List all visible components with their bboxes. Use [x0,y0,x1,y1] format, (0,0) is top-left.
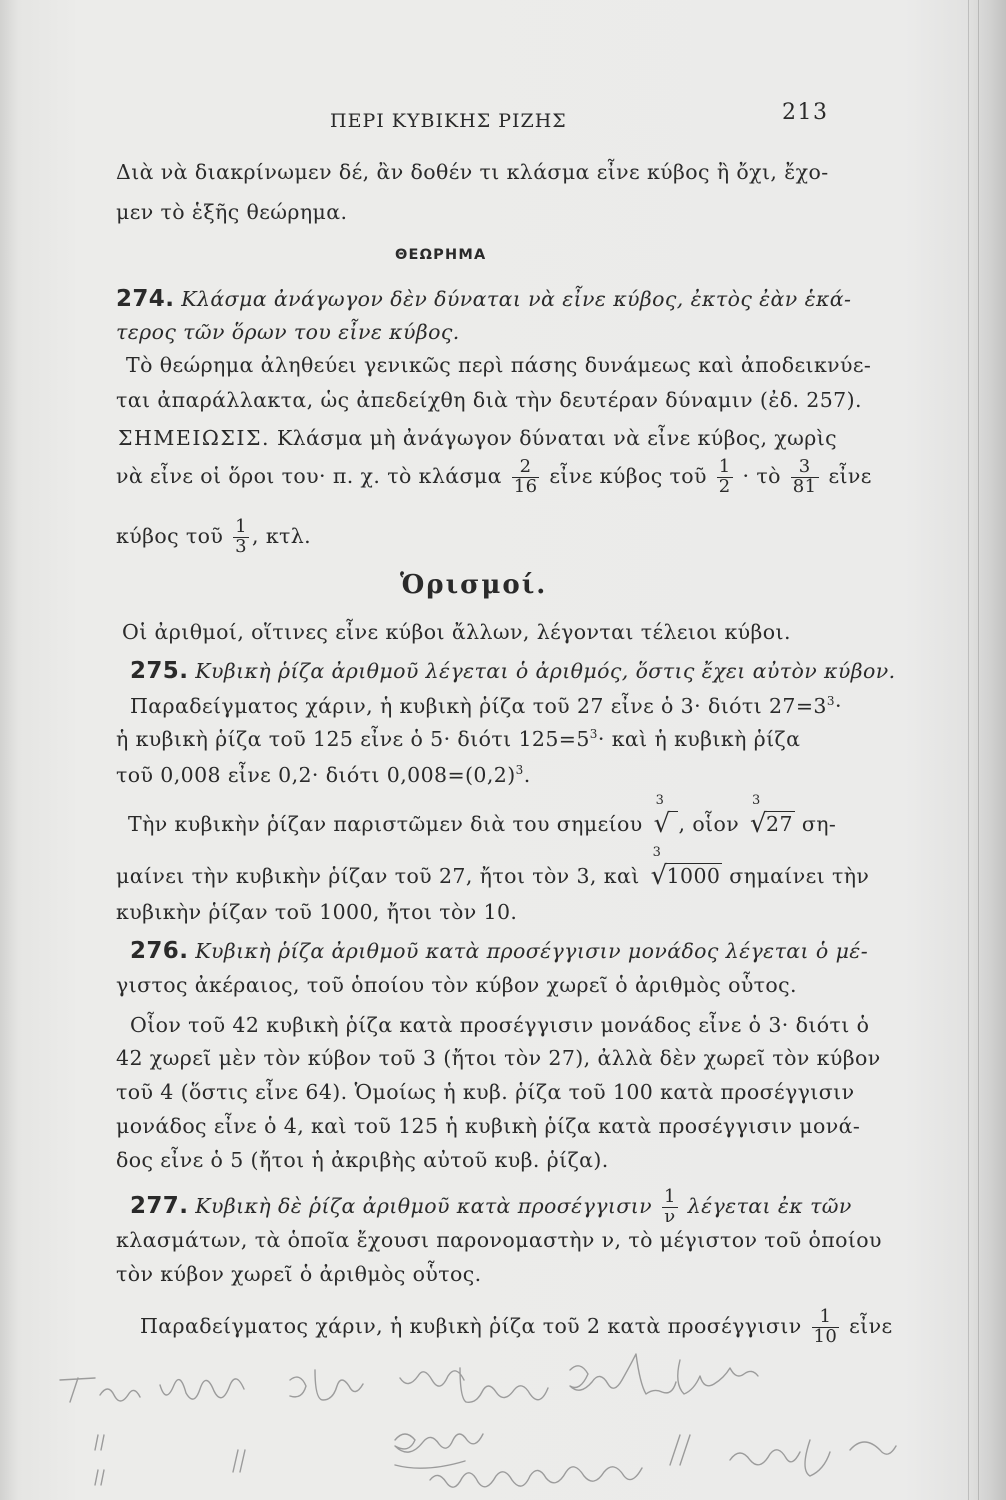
paragraph-276-line-1 [130,940,868,963]
paragraph-275-symbol-line-2 [116,845,870,891]
fraction [233,518,249,557]
definition-statement: λέγεται ἐκ τῶν [687,1193,852,1218]
page-edge-shadow [966,0,1006,1500]
note-line-1 [118,428,837,449]
root-index: 3 [652,845,662,860]
cube-root-1000 [650,845,723,891]
fraction-numerator: 1 [663,1186,676,1207]
example-text: , οἷον [678,812,740,836]
paragraph-277-line-2: κλασμάτων, τὰ ὁποῖα ἔχουσι παρονομαστὴν ν, τὸ μέγιστον τοῦ ὁποίου [116,1228,882,1252]
theorem-statement: Κλάσμα ἀνάγωγον δὲν δύναται νὰ εἶνε κύβος, ἐκτὸς ἐὰν ἑκά- [181,287,852,311]
page-edge-line [968,0,969,1500]
note-text: κύβος τοῦ [116,523,224,548]
proof-line-1: Τὸ θεώρημα ἀληθεύει γενικῶς περὶ πάσης δυνάμεως καὶ ἀποδεικνύε- [126,353,872,377]
fraction [717,458,733,497]
paragraph-number: 275. [130,658,189,684]
exponent: 3 [515,763,524,777]
definition-statement: Κυβικὴ ῥίζα ἀριθμοῦ κατὰ προσέγγισιν μονάδος λέγεται ὁ μέ- [195,939,869,963]
paragraph-274-line-2: τερος τῶν ὅρων του εἶνε κύβος. [116,320,460,344]
paragraph-275-line-1 [130,660,896,683]
paragraph-276-example-1: Οἷον τοῦ 42 κυβικὴ ῥίζα κατὰ προσέγγισιν μονάδος εἶνε ὁ 3· διότι ὁ [130,1013,870,1037]
example-text: ἡ κυβικὴ ῥίζα τοῦ 125 εἶνε ὁ 5· διότι 125=5 [116,726,590,751]
paragraph-274-line-1 [116,288,851,311]
note-line-2 [116,458,872,497]
paragraph-276-example-5: δος εἶνε ὁ 5 (ἤτοι ἡ ἀκριβὴς αὐτοῦ κυβ. ῥίζα). [116,1148,609,1172]
note-text: Κλάσμα μὴ ἀνάγωγον δύναται νὰ εἶνε κύβος, χωρὶς [276,426,838,450]
example-text: τοῦ 0,008 εἶνε 0,2· διότι 0,008=(0,2) [116,762,516,787]
example-text: Τὴν κυβικὴν ῥίζαν παριστῶμεν διὰ του σημείου [128,812,643,836]
example-text: μαίνει τὴν κυβικὴν ῥίζαν τοῦ 27, ἤτοι τὸν 3, καὶ [116,864,640,888]
fraction-denominator: ν [664,1205,676,1227]
paragraph-number: 276. [130,938,189,964]
fraction [512,458,540,497]
paragraph-276-line-2: γιστος ἀκέραιος, τοῦ ὁποίου τὸν κύβον χωρεῖ ὁ ἀριθμὸς οὗτος. [116,973,797,997]
intro-line-1: Διὰ νὰ διακρίνωμεν δέ, ἂν δοθέν τι κλάσμα εἶνε κύβος ἢ ὄχι, ἔχο- [116,160,829,184]
radical-sign-icon: √ [653,809,671,839]
paragraph-276-example-4: μονάδος εἶνε ὁ 4, καὶ τοῦ 125 ἡ κυβικὴ ῥίζα κατὰ προσέγγισιν μονά- [116,1114,861,1138]
fraction-denominator: 16 [513,475,538,497]
note-line-3 [116,518,311,557]
paragraph-number: 277. [130,1192,189,1219]
definitions-intro: Οἱ ἀριθμοί, οἵτινες εἶνε κύβοι ἄλλων, λέγονται τέλειοι κύβοι. [122,620,791,644]
paragraph-276-example-3: τοῦ 4 (ὅστις εἶνε 64). Ὁμοίως ἡ κυβ. ῥίζα τοῦ 100 κατὰ προσέγγισιν [116,1080,855,1104]
paragraph-276-example-2: 42 χωρεῖ μὲν τὸν κύβον τοῦ 3 (ἤτοι τὸν 27), ἀλλὰ δὲν χωρεῖ τὸν κύβον [116,1046,881,1070]
intro-line-2: μεν τὸ ἑξῆς θεώρημα. [116,200,348,224]
fraction-denominator: 2 [718,475,731,497]
fraction [791,458,819,497]
theorem-heading: ΘΕΩΡΗΜΑ [395,247,487,263]
radicand: 27 [766,812,793,836]
exponent: 3 [826,694,835,708]
paragraph-275-example-1: Παραδείγματος χάριν, ἡ κυβικὴ ῥίζα τοῦ 27 εἶνε ὁ 3· διότι $27=3^3\cdot$ [130,693,842,718]
note-label: ΣΗΜΕΙΩΣΙΣ. [118,426,271,450]
paragraph-275-example-3: τοῦ 0,008 εἶνε 0,2· διότι $0,008=(0,2)^3$. [116,762,531,787]
fraction-numerator: 1 [718,456,731,477]
page-edge-line [978,0,979,1500]
note-text: εἶνε [828,463,872,488]
example-text: εἶνε [849,1313,893,1338]
page-fold-shadow [0,0,18,1500]
cube-root-symbol [653,793,679,839]
example-text: Παραδείγματος χάριν, ἡ κυβικὴ ῥίζα τοῦ 27 εἶνε ὁ 3· διότι 27=3 [130,693,827,718]
note-text: · τὸ [742,463,781,488]
cube-root-27 [750,793,795,839]
paragraph-275-symbol-line-1 [128,793,837,839]
fraction-numerator: 2 [512,458,540,478]
note-text: , κτλ. [252,523,312,548]
fraction [662,1188,678,1227]
fraction-denominator: 81 [792,475,817,497]
paragraph-275-symbol-line-3: κυβικὴν ῥίζαν τοῦ 1000, ἤτοι τὸν 10. [116,900,518,924]
definition-statement: Κυβικὴ ῥίζα ἀριθμοῦ λέγεται ὁ ἀριθμός, ὅστις ἔχει αὐτὸν κύβον. [195,659,896,683]
fraction-numerator: 1 [235,516,247,537]
page-number: 213 [782,100,829,125]
paragraph-277-line-3: τὸν κύβον χωρεῖ ὁ ἀριθμὸς οὗτος. [116,1262,482,1286]
fraction-denominator: 10 [813,1325,838,1347]
note-text: νὰ εἶνε οἱ ὅροι του· π. χ. τὸ κλάσμα [116,463,502,488]
root-index: 3 [752,793,761,808]
example-text: καὶ ἡ κυβικὴ ῥίζα [611,726,801,751]
radical-sign-icon: √ [650,861,668,891]
root-index: 3 [655,793,665,808]
running-title: ΠΕΡΙ ΚΥΒΙΚΗΣ ΡΙΖΗΣ [330,110,567,132]
fraction-numerator: 1 [812,1308,840,1328]
example-text: σημαίνει τὴν [729,864,870,888]
note-text: εἶνε κύβος τοῦ [549,463,707,488]
definitions-heading: Ὁρισμοί. [400,570,548,600]
radicand: 1000 [666,864,721,888]
fraction-denominator: 3 [235,535,247,557]
paragraph-277-line-1 [130,1188,852,1227]
example-text: ση- [801,812,837,836]
example-text: Παραδείγματος χάριν, ἡ κυβικὴ ῥίζα τοῦ 2 κατὰ προσέγγισιν [140,1313,802,1338]
fraction-numerator: 3 [791,458,819,478]
paragraph-275-example-2: ἡ κυβικὴ ῥίζα τοῦ 125 εἶνε ὁ 5· διότι $125=5^3\cdot$ καὶ ἡ κυβικὴ ῥίζα [116,726,801,751]
proof-line-2: ται ἀπαράλλακτα, ὡς ἀπεδείχθη διὰ τὴν δευτέραν δύναμιν (ἐδ. 257). [116,388,862,412]
radical-sign-icon: √ [750,809,767,839]
handwritten-pencil-notes [40,1340,940,1490]
exponent: 3 [589,727,598,741]
paragraph-number: 274. [116,286,175,312]
definition-statement: Κυβικὴ δὲ ῥίζα ἀριθμοῦ κατὰ προσέγγισιν [195,1193,653,1218]
